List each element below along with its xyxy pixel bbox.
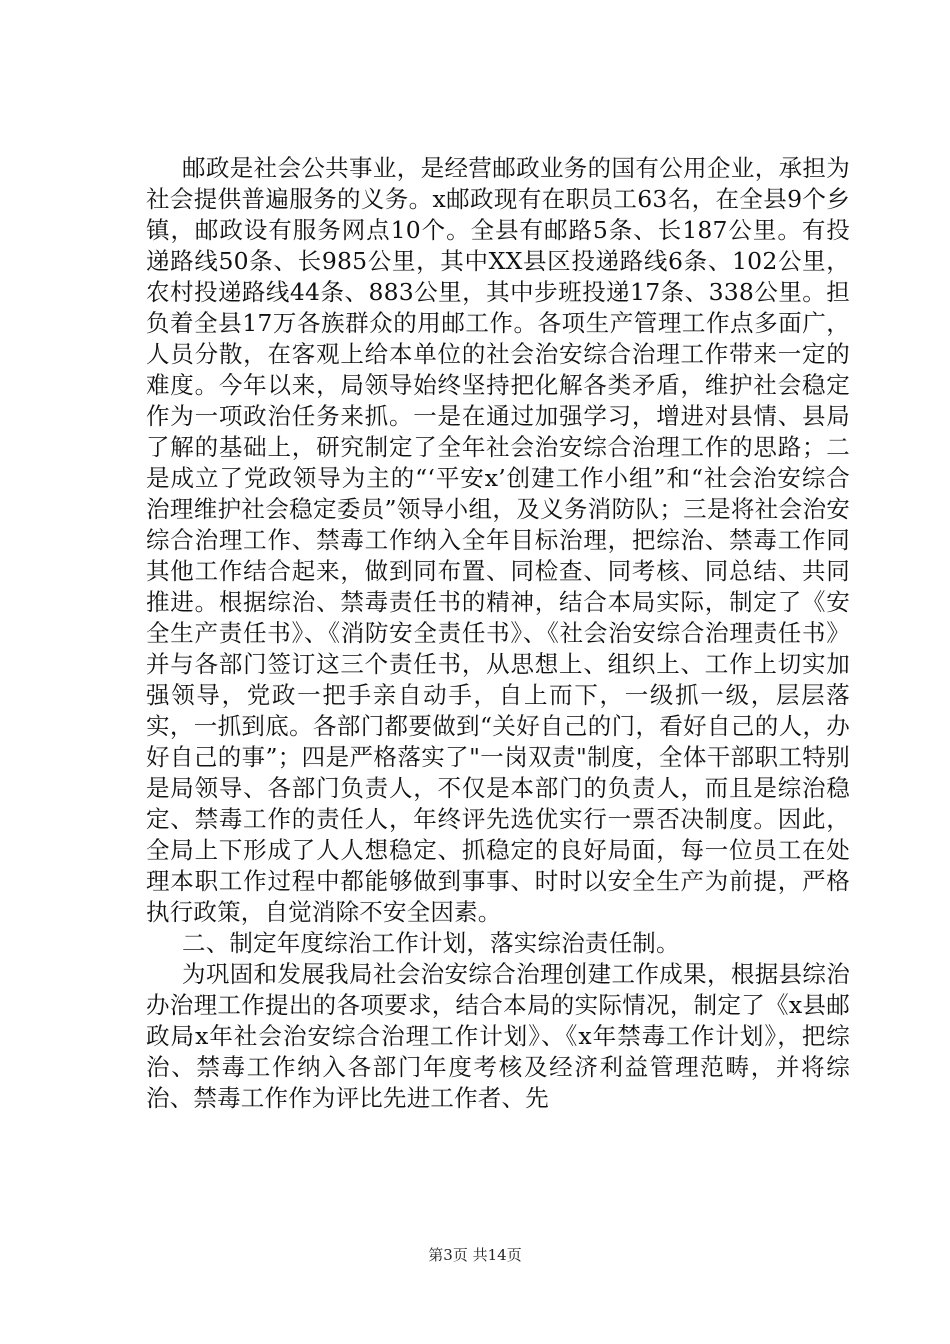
paragraph-section-heading: 二、制定年度综治工作计划，落实综治责任制。 [182, 929, 680, 957]
document-body [146, 153, 850, 1114]
page-footer: 第3页 共14页 [428, 1246, 522, 1264]
paragraph-intro: 邮政是社会公共事业，是经营邮政业务的国有公用企业，承担为社会提供普遍服务的义务。x邮政现有在职员工63名，在全县9个乡镇，邮政设有服务网点10个。全县有邮路5条、长187公里。有投递路线50条、长985公里，其中XX县区投递路线6条、102公里，农村投递路线44条、883公里，其中步班投递17条、338公里。担负着全县17万各族群众的用邮工作。各项生产管理工作点多面广，人员分散，在客观上给本单位的社会治安综合治理工作带来一定的难度。今年以来，局领导始终坚持把化解各类矛盾，维护社会稳定作为一项政治任务来抓。一是在通过加强学习，增进对县情、县局了解的基础上，研究制定了全年社会治安综合治理工作的思路；二是成立了党政领导为主的“‘平安x’创建工作小组”和“社会治安综合治理维护社会稳定委员”领导小组，及义务消防队；三是将社会治安综合治理工作、禁毒工作纳入全年目标治理，把综治、禁毒工作同其他工作结合起来，做到同布置、同检查、同考核、同总结、共同推进。根据综治、禁毒责任书的精神，结合本局实际，制定了《安全生产责任书》、《消防安全责任书》、《社会治安综合治理责任书》并与各部门签订这三个责任书，从思想上、组织上、工作上切实加强领导，党政一把手亲自动手，自上而下，一级抓一级，层层落实，一抓到底。各部门都要做到“关好自己的门，看好自己的人，办好自己的事”；四是严格落实了"一岗双责"制度，全体干部职工特别是局领导、各部门负责人，不仅是本部门的负责人，而且是综治稳定、禁毒工作的责任人，年终评先选优实行一票否决制度。因此，全局上下形成了人人想稳定、抓稳定的良好局面，每一位员工在处理本职工作过程中都能够做到事事、时时以安全生产为前提，严格执行政策，自觉消除不安全因素。 [146, 154, 850, 926]
paragraph-plan: 为巩固和发展我局社会治安综合治理创建工作成果，根据县综治办治理工作提出的各项要求，结合本局的实际情况，制定了《x县邮政局x年社会治安综合治理工作计划》、《x年禁毒工作计划》，把综治、禁毒工作纳入各部门年度考核及经济利益管理范畴，并将综治、禁毒工作作为评比先进工作者、先 [146, 960, 850, 1112]
